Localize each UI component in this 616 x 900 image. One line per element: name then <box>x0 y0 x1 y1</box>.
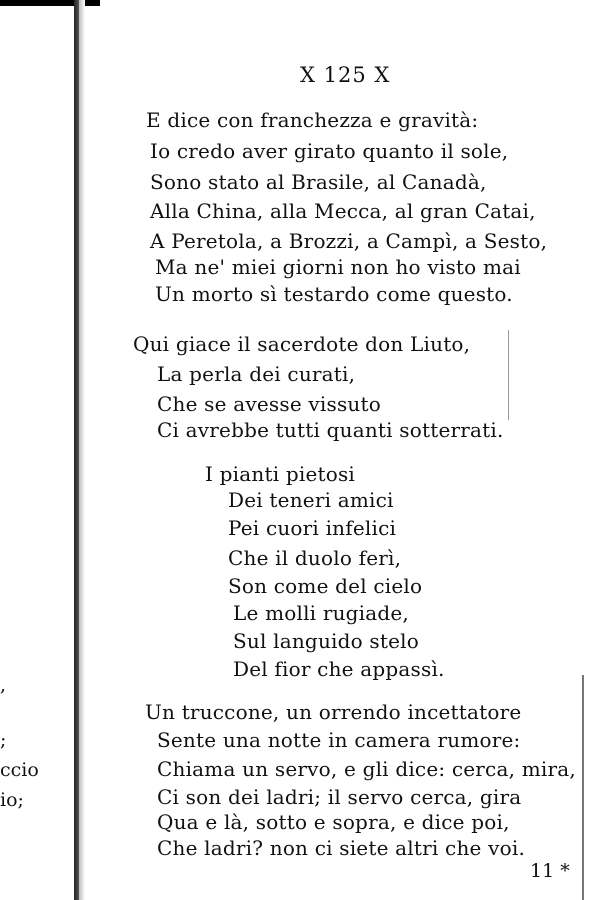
verse-line: Le molli rugiade, <box>233 601 409 625</box>
signature-mark: 11 * <box>530 860 570 882</box>
verse-line: I pianti pietosi <box>205 462 356 486</box>
margin-pencil-mark <box>582 675 584 900</box>
prev-page-fragment: io; <box>0 789 24 811</box>
verse-line: Chiama un servo, e gli dice: cerca, mira, <box>157 757 576 781</box>
prev-page-fragment: ; <box>0 729 7 751</box>
verse-line: Che se avesse vissuto <box>157 392 381 416</box>
verse-line: Dei teneri amici <box>228 488 394 512</box>
verse-line: Io credo aver girato quanto il sole, <box>150 139 509 163</box>
verse-line: Sono stato al Brasile, al Canadà, <box>150 170 487 194</box>
verse-line: Ci son dei ladri; il servo cerca, gira <box>157 785 522 809</box>
prev-page-fragment: , <box>0 674 7 696</box>
prev-page-fragment: ccio <box>0 759 39 781</box>
verse-line: Che ladri? non ci siete altri che voi. <box>157 836 526 860</box>
verse-line: Un truccone, un orrendo incettatore <box>145 700 522 724</box>
verse-line: Son come del cielo <box>228 574 423 598</box>
verse-line: Ma ne' miei giorni non ho visto mai <box>155 255 521 279</box>
verse-line: Alla China, alla Mecca, al gran Catai, <box>150 199 536 223</box>
verse-line: Un morto sì testardo come questo. <box>155 282 513 306</box>
verse-line: Sente una notte in camera rumore: <box>157 728 521 752</box>
verse-line: Qua e là, sotto e sopra, e dice poi, <box>157 810 510 834</box>
gutter-shadow <box>79 0 85 900</box>
verse-line: E dice con franchezza e gravità: <box>146 108 479 132</box>
verse-line: Del fior che appassì. <box>233 657 445 681</box>
verse-line: Che il duolo ferì, <box>228 546 402 570</box>
verse-line: Sul languido stelo <box>233 629 419 653</box>
margin-pencil-mark <box>508 330 509 420</box>
verse-line: A Peretola, a Brozzi, a Campì, a Sesto, <box>150 229 548 253</box>
verse-line: Pei cuori infelici <box>228 516 397 540</box>
page-number-header: X 125 X <box>300 63 391 87</box>
verse-line: La perla dei curati, <box>157 362 356 386</box>
verse-line: Ci avrebbe tutti quanti sotterrati. <box>157 418 504 442</box>
previous-page-edge <box>0 0 70 900</box>
verse-line: Qui giace il sacerdote don Liuto, <box>133 332 471 356</box>
